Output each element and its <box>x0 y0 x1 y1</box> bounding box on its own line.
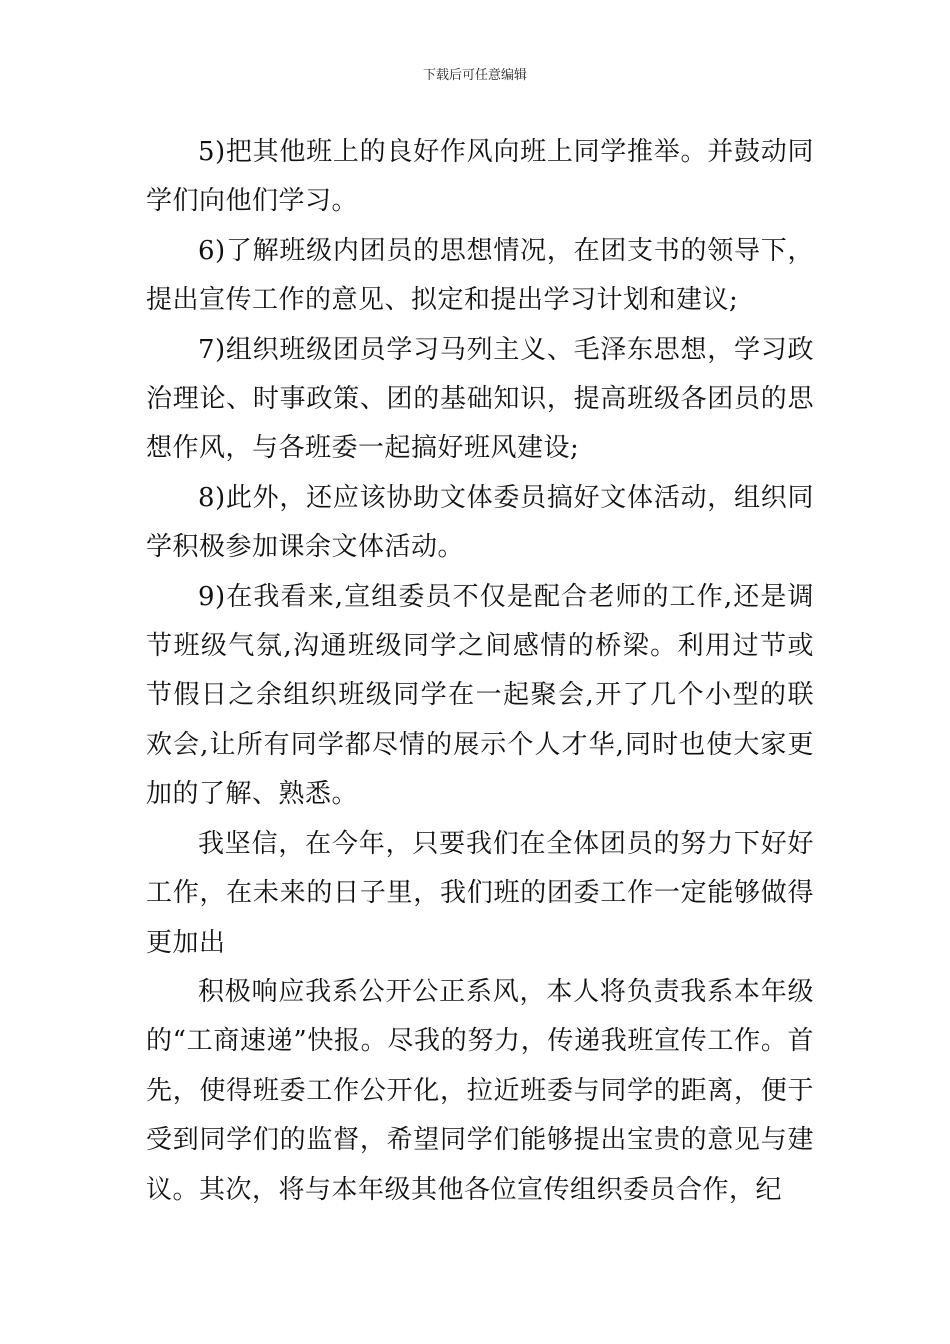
paragraph-6: 6)了解班级内团员的思想情况，在团支书的领导下，提出宣传工作的意见、拟定和提出学习计划和建议; <box>146 235 814 316</box>
document-body <box>146 128 814 1215</box>
paragraph-conclusion: 我坚信，在今年，只要我们在全体团员的努力下好好工作，在未来的日子里，我们班的团委工作一定能够做得更加出 <box>146 828 814 958</box>
paragraph-5: 5)把其他班上的良好作风向班上同学推举。并鼓动同学们向他们学习。 <box>146 137 814 217</box>
paragraph-7: 7)组织班级团员学习马列主义、毛泽东思想，学习政治理论、时事政策、团的基础知识，提高班级各团员的思想作风，与各班委一起搞好班风建设; <box>146 334 814 464</box>
paragraph-plan: 积极响应我系公开公正系风，本人将负责我系本年级的“工商速递”快报。尽我的努力，传递我班宣传工作。首先，使得班委工作公开化，拉近班委与同学的距离，便于受到同学们的监督，希望同学们能够提出宝贵的意见与建议。其次，将与本年级其他各位宣传组织委员合作，纪 <box>146 976 814 1205</box>
page-header: 下载后可任意编辑 <box>422 68 527 83</box>
paragraph-9: 9)在我看来,宣组委员不仅是配合老师的工作,还是调节班级气氛,沟通班级同学之间感情的桥梁。利用过节或节假日之余组织班级同学在一起聚会,开了几个小型的联欢会,让所有同学都尽情的展示个人才华,同时也使大家更加的了解、熟悉。 <box>146 581 814 810</box>
paragraph-8: 8)此外，还应该协助文体委员搞好文体活动，组织同学积极参加课余文体活动。 <box>146 482 814 563</box>
